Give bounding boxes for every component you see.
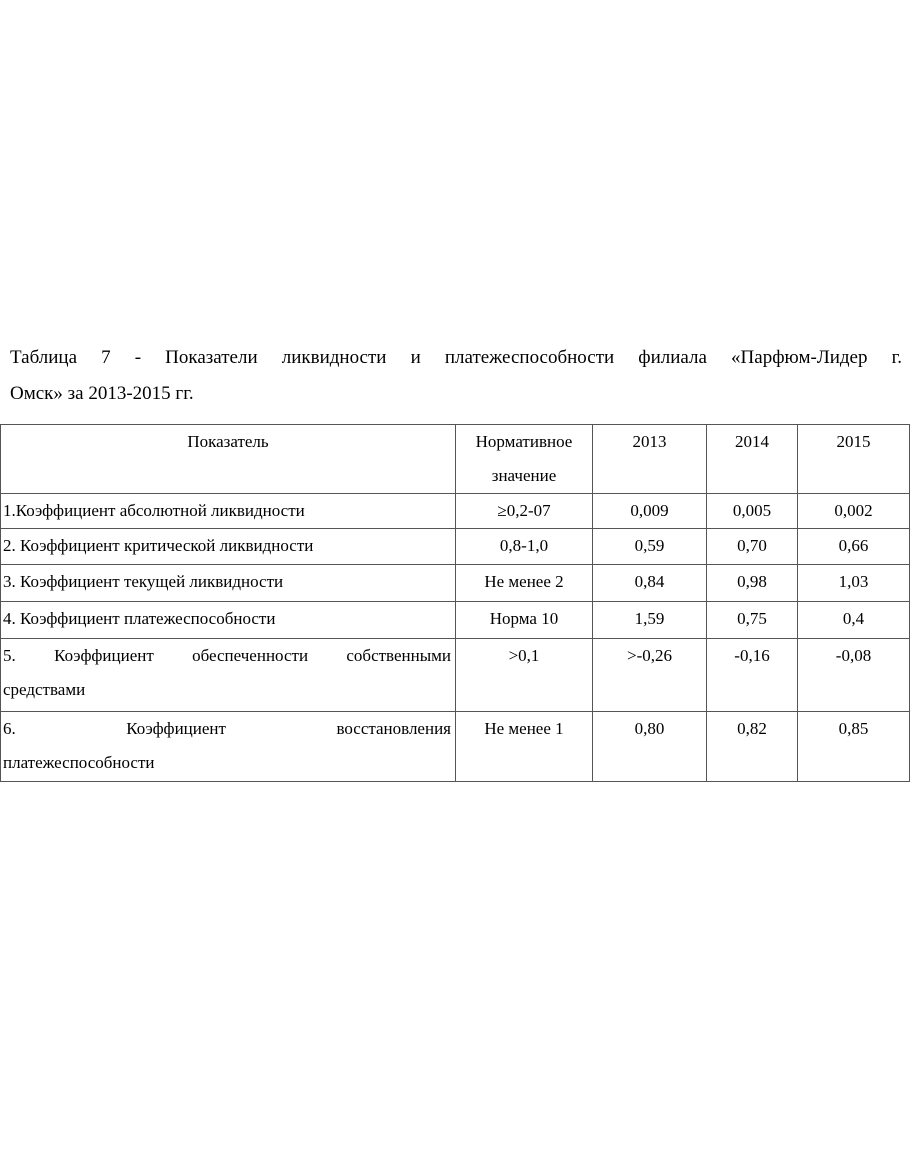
row-name: 2. Коэффициент критической ликвидности [1, 529, 456, 565]
row-2015: 0,002 [798, 494, 910, 529]
row-2015: 0,85 [798, 712, 910, 782]
table-header-row [1, 425, 910, 494]
row-2013: 1,59 [593, 602, 707, 639]
caption-line-2: Омск» за 2013-2015 гг. [10, 383, 194, 404]
row-norm: Не менее 1 [456, 712, 593, 782]
row-2014: 0,005 [707, 494, 798, 529]
row-name: 4. Коэффициент платежеспособности [1, 602, 456, 639]
table-row [1, 529, 910, 565]
table-row [1, 602, 910, 639]
table-row [1, 565, 910, 602]
row-2014: -0,16 [707, 639, 798, 712]
row-2014: 0,70 [707, 529, 798, 565]
row-norm: 0,8-1,0 [456, 529, 593, 565]
row-2013: 0,59 [593, 529, 707, 565]
row-name: 3. Коэффициент текущей ликвидности [1, 565, 456, 602]
caption-line-1: Таблица 7 - Показатели ликвидности и платежеспособности филиала «Парфюм-Лидер г. [10, 347, 902, 368]
row-name [1, 639, 456, 712]
row-2015: 0,4 [798, 602, 910, 639]
header-2013: 2013 [593, 425, 707, 494]
row-2013: 0,80 [593, 712, 707, 782]
header-norm-line1: Нормативное [475, 432, 573, 451]
liquidity-table [0, 424, 910, 782]
table-caption [10, 340, 902, 412]
row-2013: >-0,26 [593, 639, 707, 712]
header-2015: 2015 [798, 425, 910, 494]
row-name-line1: 5. Коэффициент обеспеченности собственными [3, 646, 451, 665]
row-2013: 0,84 [593, 565, 707, 602]
table-row [1, 494, 910, 529]
row-2014: 0,98 [707, 565, 798, 602]
table-row [1, 712, 910, 782]
row-2014: 0,82 [707, 712, 798, 782]
row-name-line2: средствами [3, 680, 86, 699]
row-norm: >0,1 [456, 639, 593, 712]
row-2015: 1,03 [798, 565, 910, 602]
row-2013: 0,009 [593, 494, 707, 529]
row-norm: ≥0,2-07 [456, 494, 593, 529]
header-norm-line2: значение [491, 466, 557, 485]
row-name-line2: платежеспособности [3, 753, 155, 772]
row-2014: 0,75 [707, 602, 798, 639]
row-norm: Не менее 2 [456, 565, 593, 602]
header-2014: 2014 [707, 425, 798, 494]
row-norm: Норма 10 [456, 602, 593, 639]
header-indicator: Показатель [1, 425, 456, 494]
row-2015: 0,66 [798, 529, 910, 565]
row-name-line1: 6. Коэффициент восстановления [3, 719, 451, 738]
table-row [1, 639, 910, 712]
row-name [1, 712, 456, 782]
row-2015: -0,08 [798, 639, 910, 712]
row-name: 1.Коэффициент абсолютной ликвидности [1, 494, 456, 529]
header-norm [456, 425, 593, 494]
